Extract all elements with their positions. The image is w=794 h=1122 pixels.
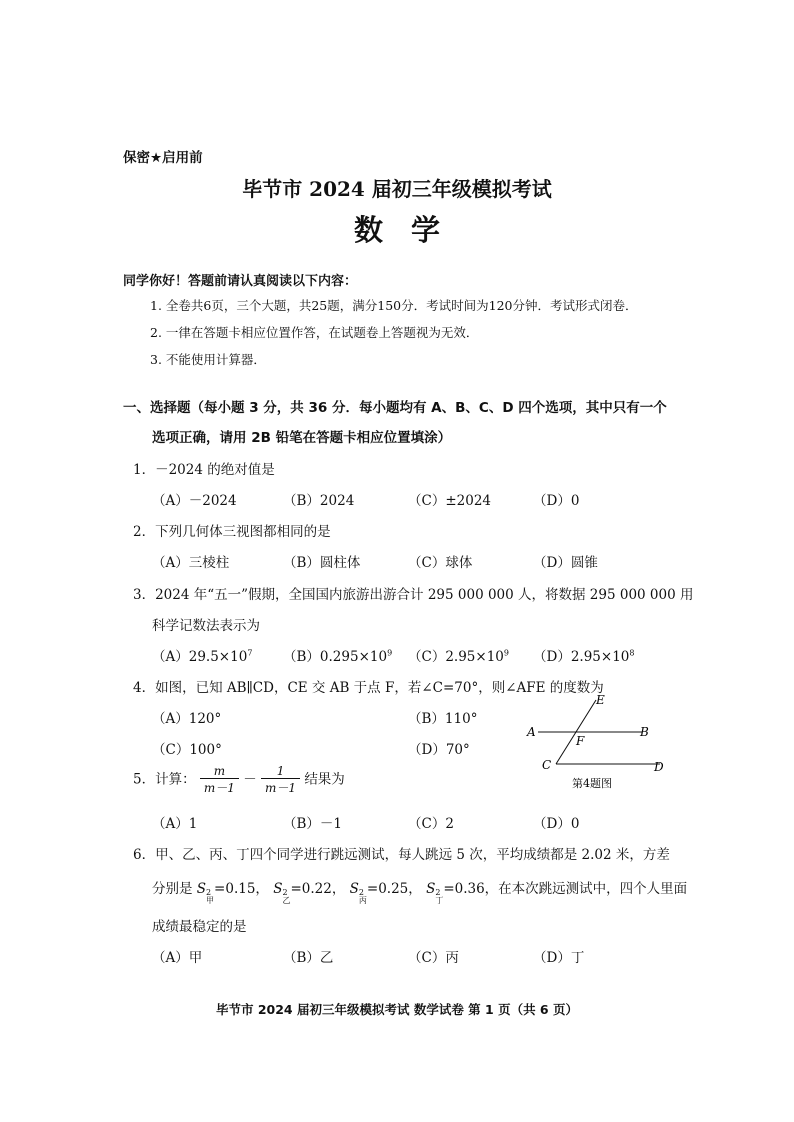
question-6-variances: 分别是 S 2 甲 =0.15， S 2 乙 =0.22， S 2 丙 =0.25， S 2 丁 =0.36，在本次跳远测试中，四个人里面 [152, 881, 688, 905]
figure-caption: 第4题图 [572, 777, 612, 790]
question-1-stem: 1．－2024 的绝对值是 [133, 462, 275, 478]
notice-item: 3. 不能使用计算器． [150, 352, 266, 367]
fraction-1-over-m-minus-1: $\frac{1}{m-1}$ [261, 764, 300, 796]
label-e: E [596, 693, 605, 707]
q4-option-c: （C）100° [152, 742, 222, 758]
notice-item: 1. 全卷共6页，三个大题，共25题，满分150分．考试时间为120分钟．考试形式闭卷． [150, 298, 638, 313]
q3-option-d: $(D)2.95\times 10^8$ [533, 648, 635, 665]
q6-option-d: （D）丁 [533, 950, 585, 966]
question-3-stem-cont: 科学记数法表示为 [152, 618, 260, 634]
q3-option-b: $(B)0.295\times 10^9$ [283, 648, 393, 665]
q4-option-a: （A）120° [152, 711, 222, 727]
section-heading: 一、选择题（每小题 3 分，共 36 分．每小题均有 A、B、C、D 四个选项，其中只有一个 [123, 400, 667, 416]
question-3-stem: 3．2024 年“五一”假期，全国国内旅游出游合计 295 000 000 人，将数据 295 000 000 用 [133, 587, 694, 603]
notice-item: 2. 一律在答题卡相应位置作答，在试题卷上答题视为无效． [150, 325, 479, 340]
q5-option-c: （C）2 [408, 816, 454, 832]
q3-option-a: $(A)29.5\times 10^7$ [152, 648, 253, 665]
q5-option-a: （A）1 [152, 816, 198, 832]
section-heading-cont: 选项正确，请用 2B 铅笔在答题卡相应位置填涂） [152, 430, 452, 446]
question-5-stem: 5．计算： $\frac{m}{m-1}$ － $\frac{1}{m-1}$ 结果为 [133, 764, 345, 795]
fraction-m-over-m-minus-1: $\frac{m}{m-1}$ [200, 764, 239, 796]
q2-option-c: （C）球体 [408, 555, 473, 571]
q1-option-d: （D）0 [533, 493, 580, 509]
q4-figure [520, 690, 680, 795]
q6-option-b: （B）乙 [283, 950, 334, 966]
q4-option-b: （B）110° [408, 711, 478, 727]
q3-option-c: $(C)2.95\times 10^9$ [408, 648, 509, 665]
label-b: B [640, 725, 649, 739]
question-2-stem: 2．下列几何体三视图都相同的是 [133, 524, 331, 540]
q6-option-a: （A）甲 [152, 950, 203, 966]
notice-heading: 同学你好！答题前请认真阅读以下内容： [123, 274, 358, 289]
q6-option-c: （C）丙 [408, 950, 459, 966]
subject-title: 数学 [353, 213, 468, 247]
q2-option-a: （A）三棱柱 [152, 555, 230, 571]
label-c: C [542, 758, 552, 772]
question-4-stem: 4．如图，已知 AB∥CD，CE 交 AB 于点 F，若∠C=70°，则∠AFE 的度数为 [133, 680, 604, 696]
q5-option-d: （D）0 [533, 816, 580, 832]
label-d: D [654, 760, 664, 774]
q1-option-a: （A）－2024 [152, 493, 237, 509]
exam-title: 毕节市 2024 届初三年级模拟考试 [242, 177, 552, 201]
label-a: A [527, 725, 536, 739]
label-f: F [576, 734, 585, 748]
page-footer: 毕节市 2024 届初三年级模拟考试 数学试卷 第 1 页（共 6 页） [215, 1002, 578, 1017]
q4-option-d: （D）70° [408, 742, 470, 758]
q1-option-c: （C）±2024 [408, 493, 491, 509]
q1-option-b: （B）2024 [283, 493, 355, 509]
question-6-stem: 6．甲、乙、丙、丁四个同学进行跳远测试，每人跳远 5 次，平均成绩都是 2.02 米，方差 [133, 847, 670, 863]
confidential-mark: 保密★启用前 [123, 150, 203, 166]
q2-option-b: （B）圆柱体 [283, 555, 361, 571]
question-6-stem-end: 成绩最稳定的是 [152, 919, 247, 935]
q5-option-b: （B）－1 [283, 816, 343, 832]
q2-option-d: （D）圆锥 [533, 555, 598, 571]
